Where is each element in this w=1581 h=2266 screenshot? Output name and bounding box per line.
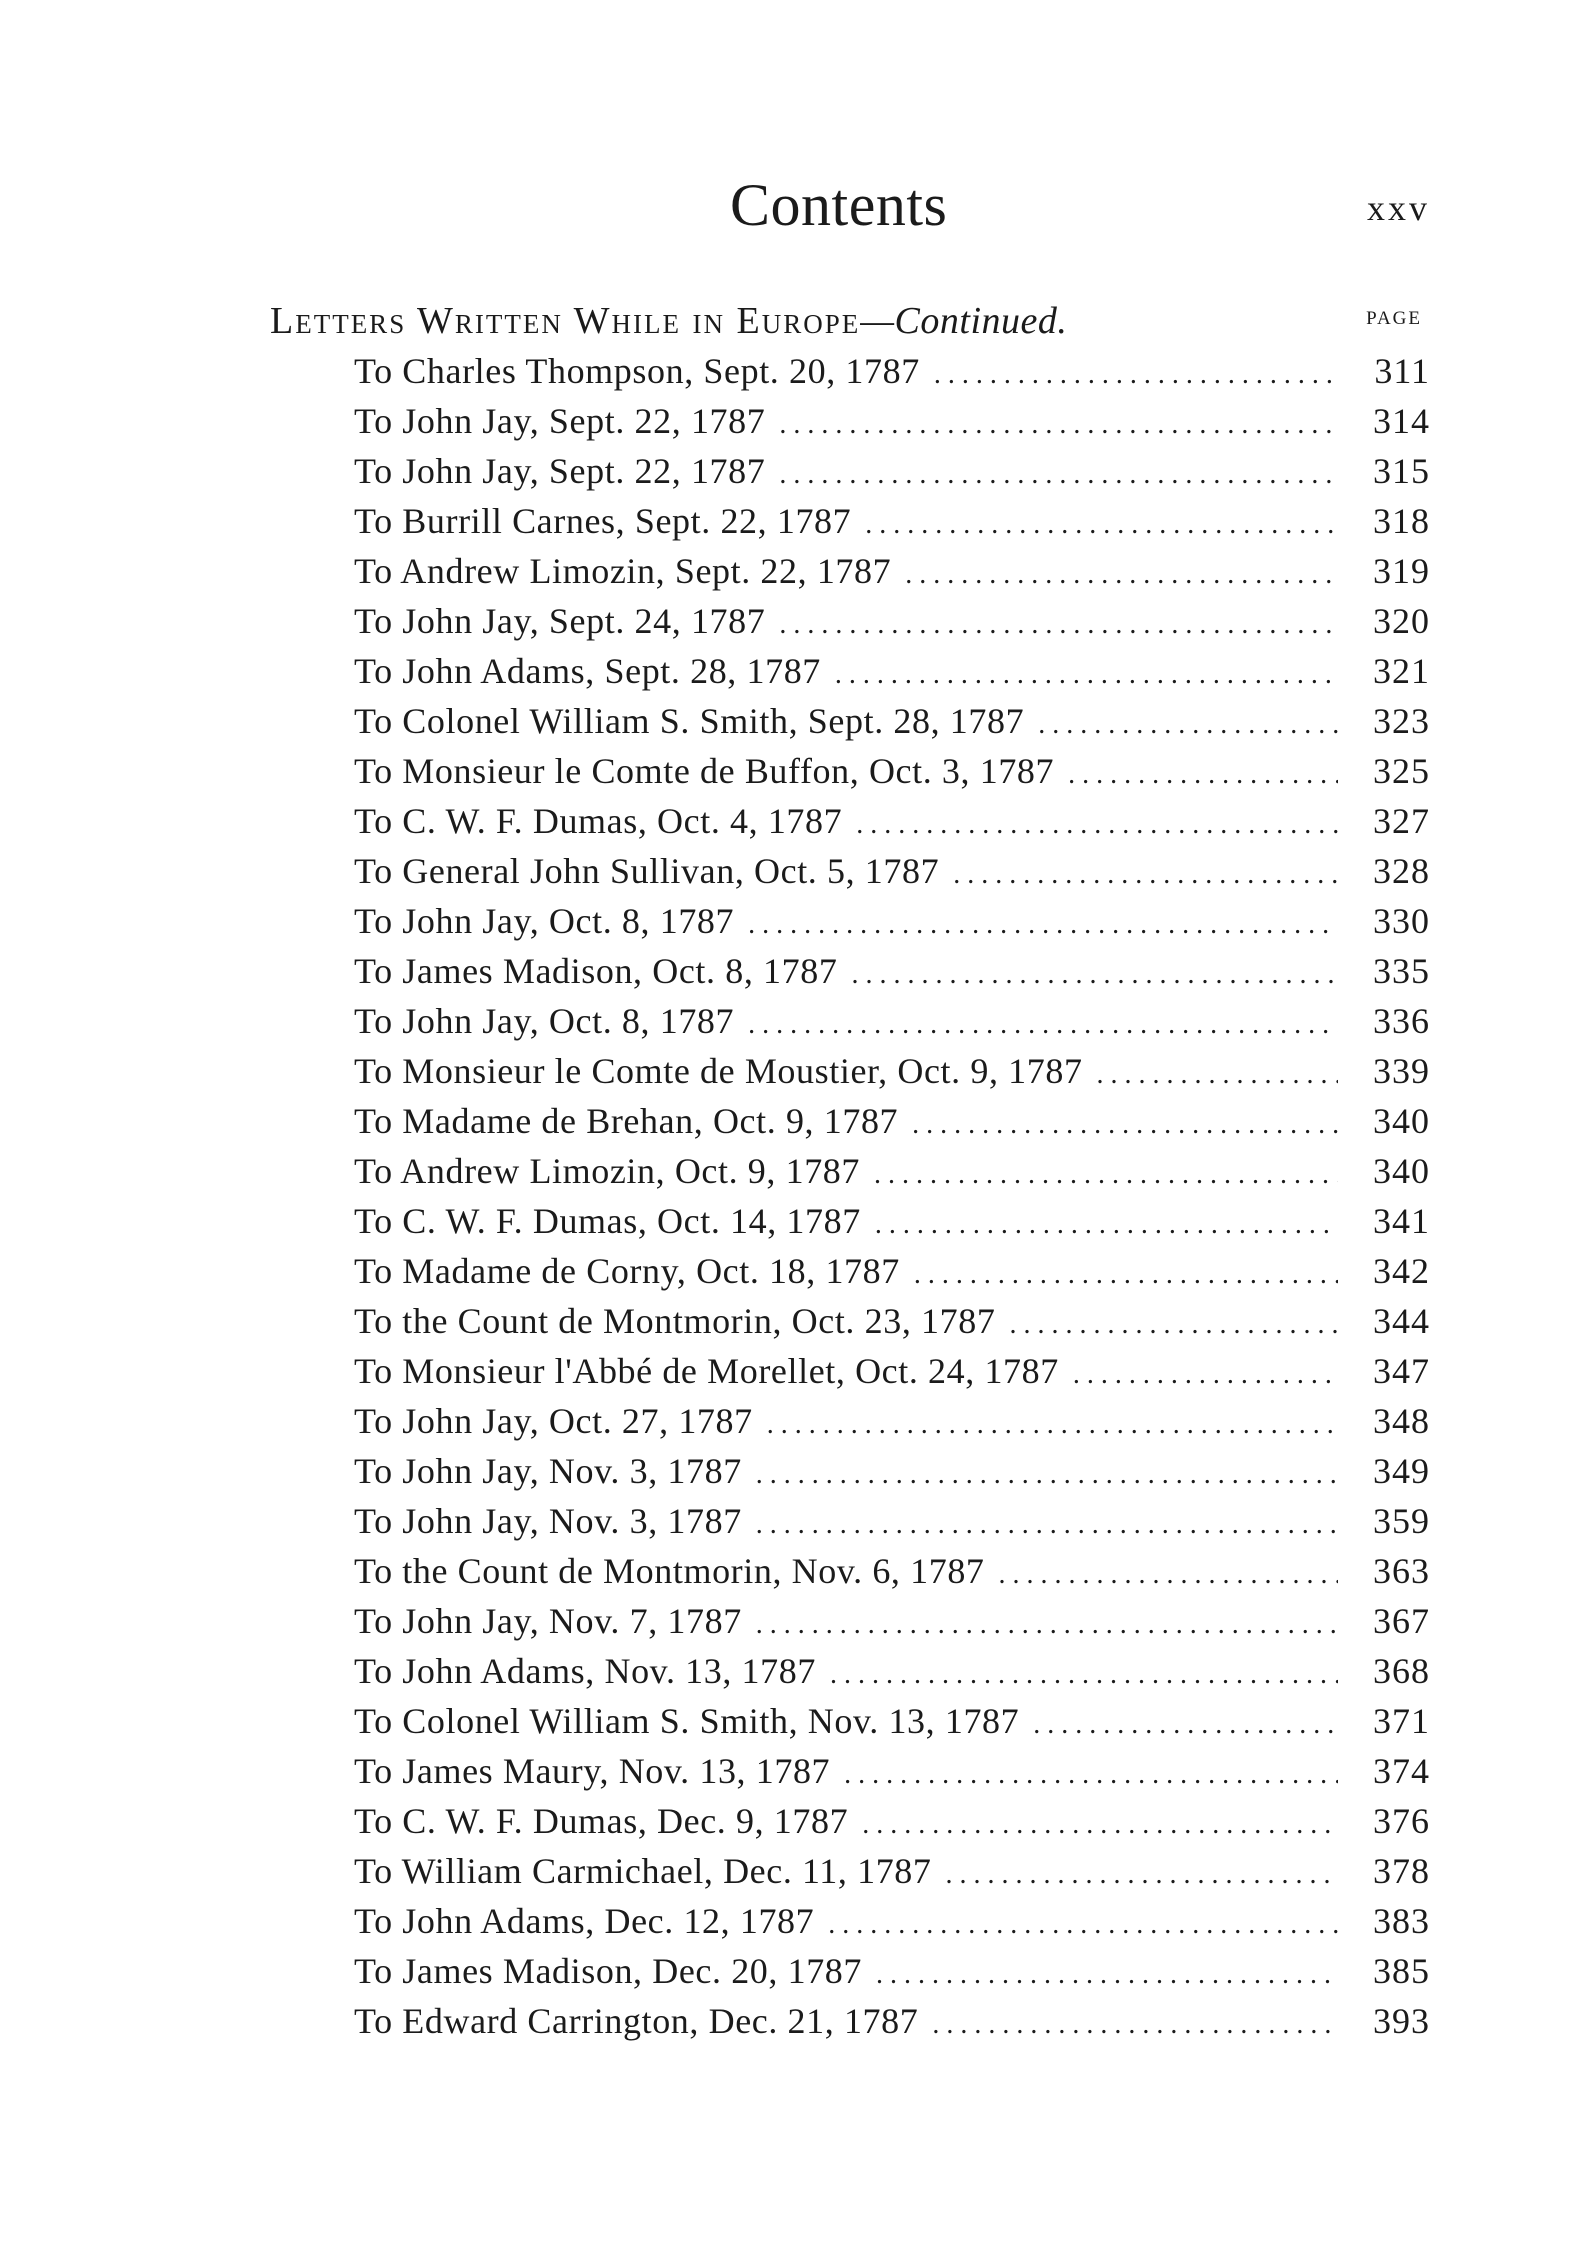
entry-page-number: 367 [1373, 1601, 1430, 1641]
entry-title: To William Carmichael, Dec. 11, 1787 [354, 1851, 932, 1891]
toc-entry [270, 946, 1430, 996]
section-heading [270, 296, 1430, 346]
toc-entry [270, 496, 1430, 546]
toc-entry [270, 1646, 1430, 1696]
toc-entry [270, 1246, 1430, 1296]
entry-title: To Monsieur l'Abbé de Morellet, Oct. 24, 1787 [354, 1351, 1059, 1391]
entry-title: To C. W. F. Dumas, Oct. 14, 1787 [354, 1201, 861, 1241]
dot-leader [779, 596, 1338, 650]
dot-leader [1009, 1296, 1338, 1350]
entry-title: To Edward Carrington, Dec. 21, 1787 [354, 2001, 919, 2041]
toc-entry [270, 1946, 1430, 1996]
entry-title: To John Jay, Sept. 22, 1787 [354, 451, 766, 491]
entry-title: To Madame de Brehan, Oct. 9, 1787 [354, 1101, 899, 1141]
entry-page-number: 385 [1373, 1951, 1430, 1991]
toc-entry [270, 546, 1430, 596]
entry-page-number: 344 [1373, 1301, 1430, 1341]
dot-leader [875, 1196, 1338, 1250]
page-column-label: PAGE [1366, 308, 1422, 329]
entry-page-number: 349 [1373, 1451, 1430, 1491]
toc-entry [270, 1596, 1430, 1646]
toc-entry [270, 1696, 1430, 1746]
toc-entry [270, 1396, 1430, 1446]
entry-page-number: 374 [1373, 1751, 1430, 1791]
toc-entry [270, 1996, 1430, 2046]
entry-title: To John Jay, Oct. 8, 1787 [354, 901, 735, 941]
toc-entry [270, 1196, 1430, 1246]
toc-entry [270, 996, 1430, 1046]
dot-leader [1073, 1346, 1338, 1400]
entry-page-number: 378 [1373, 1851, 1430, 1891]
dot-leader [914, 1246, 1338, 1300]
entry-page-number: 371 [1373, 1701, 1430, 1741]
dot-leader [748, 896, 1338, 950]
toc-entry [270, 1896, 1430, 1946]
page-header [0, 170, 1581, 250]
entry-title: To John Jay, Sept. 22, 1787 [354, 401, 766, 441]
dot-leader [946, 1846, 1339, 1900]
entry-title: To John Jay, Nov. 7, 1787 [354, 1601, 742, 1641]
entry-page-number: 320 [1373, 601, 1430, 641]
dot-leader [748, 996, 1338, 1050]
entry-title: To Andrew Limozin, Oct. 9, 1787 [354, 1151, 861, 1191]
entry-title: To Madame de Corny, Oct. 18, 1787 [354, 1251, 900, 1291]
toc-entry [270, 646, 1430, 696]
entry-page-number: 340 [1373, 1151, 1430, 1191]
entry-title: To John Jay, Nov. 3, 1787 [354, 1451, 742, 1491]
dot-leader [844, 1746, 1338, 1800]
entry-title: To Monsieur le Comte de Moustier, Oct. 9, 1787 [354, 1051, 1083, 1091]
dot-leader [999, 1546, 1338, 1600]
entry-title: To John Adams, Nov. 13, 1787 [354, 1651, 816, 1691]
dot-leader [756, 1496, 1338, 1550]
dot-leader [756, 1596, 1338, 1650]
toc-entry [270, 746, 1430, 796]
entry-page-number: 335 [1373, 951, 1430, 991]
entry-page-number: 315 [1373, 451, 1430, 491]
entry-title: To the Count de Montmorin, Nov. 6, 1787 [354, 1551, 985, 1591]
toc-entry [270, 396, 1430, 446]
running-title: Contents [730, 172, 948, 238]
entry-page-number: 319 [1373, 551, 1430, 591]
entry-title: To John Jay, Oct. 27, 1787 [354, 1401, 753, 1441]
entry-title: To C. W. F. Dumas, Oct. 4, 1787 [354, 801, 843, 841]
dot-leader [1068, 746, 1338, 800]
dot-leader [767, 1396, 1338, 1450]
dot-leader [1033, 1696, 1338, 1750]
entry-title: To Andrew Limozin, Sept. 22, 1787 [354, 551, 892, 591]
toc-entry [270, 1296, 1430, 1346]
dot-leader [779, 446, 1338, 500]
toc-entry [270, 1046, 1430, 1096]
page-number: xxv [1367, 188, 1430, 228]
toc-entry [270, 1846, 1430, 1896]
dot-leader [830, 1646, 1338, 1700]
dot-leader [1038, 696, 1338, 750]
entry-page-number: 328 [1373, 851, 1430, 891]
toc-entry-list [270, 346, 1430, 2046]
entry-title: To John Jay, Oct. 8, 1787 [354, 1001, 735, 1041]
toc-entry [270, 896, 1430, 946]
toc-entry [270, 1096, 1430, 1146]
table-of-contents [270, 296, 1430, 2046]
dot-leader [912, 1096, 1338, 1150]
entry-page-number: 342 [1373, 1251, 1430, 1291]
toc-entry [270, 696, 1430, 746]
entry-page-number: 339 [1373, 1051, 1430, 1091]
dot-leader [835, 646, 1338, 700]
toc-entry [270, 446, 1430, 496]
dot-leader [874, 1146, 1338, 1200]
dot-leader [1097, 1046, 1338, 1100]
entry-page-number: 340 [1373, 1101, 1430, 1141]
section-title [270, 296, 1067, 346]
dot-leader [932, 1996, 1338, 2050]
toc-entry [270, 1496, 1430, 1546]
entry-page-number: 341 [1373, 1201, 1430, 1241]
entry-page-number: 348 [1373, 1401, 1430, 1441]
toc-entry [270, 1796, 1430, 1846]
entry-page-number: 347 [1373, 1351, 1430, 1391]
entry-page-number: 321 [1373, 651, 1430, 691]
dot-leader [828, 1896, 1338, 1950]
entry-page-number: 311 [1374, 351, 1430, 391]
dot-leader [934, 346, 1338, 400]
entry-title: To John Jay, Sept. 24, 1787 [354, 601, 766, 641]
dot-leader [756, 1446, 1338, 1500]
entry-page-number: 314 [1373, 401, 1430, 441]
dot-leader [851, 946, 1338, 1000]
entry-page-number: 330 [1373, 901, 1430, 941]
entry-title: To Colonel William S. Smith, Sept. 28, 1787 [354, 701, 1025, 741]
entry-title: To Monsieur le Comte de Buffon, Oct. 3, 1787 [354, 751, 1055, 791]
entry-title: To the Count de Montmorin, Oct. 23, 1787 [354, 1301, 996, 1341]
toc-entry [270, 346, 1430, 396]
dot-leader [865, 496, 1338, 550]
toc-entry [270, 1346, 1430, 1396]
section-title-text: Letters Written While in Europe [270, 300, 861, 342]
entry-title: To John Jay, Nov. 3, 1787 [354, 1501, 742, 1541]
dot-leader [905, 546, 1338, 600]
entry-page-number: 376 [1373, 1801, 1430, 1841]
entry-page-number: 327 [1373, 801, 1430, 841]
entry-title: To James Madison, Oct. 8, 1787 [354, 951, 838, 991]
toc-entry [270, 1546, 1430, 1596]
dot-leader [876, 1946, 1338, 2000]
toc-entry [270, 1446, 1430, 1496]
toc-entry [270, 796, 1430, 846]
entry-title: To John Adams, Sept. 28, 1787 [354, 651, 821, 691]
entry-page-number: 318 [1373, 501, 1430, 541]
dot-leader [856, 796, 1338, 850]
section-continued: —Continued. [860, 300, 1068, 342]
toc-entry [270, 1746, 1430, 1796]
entry-title: To General John Sullivan, Oct. 5, 1787 [354, 851, 940, 891]
toc-entry [270, 1146, 1430, 1196]
entry-title: To Charles Thompson, Sept. 20, 1787 [354, 351, 920, 391]
dot-leader [862, 1796, 1338, 1850]
entry-title: To Colonel William S. Smith, Nov. 13, 1787 [354, 1701, 1020, 1741]
entry-title: To John Adams, Dec. 12, 1787 [354, 1901, 815, 1941]
entry-page-number: 368 [1373, 1651, 1430, 1691]
dot-leader [779, 396, 1338, 450]
entry-page-number: 325 [1373, 751, 1430, 791]
toc-entry [270, 596, 1430, 646]
entry-title: To James Maury, Nov. 13, 1787 [354, 1751, 831, 1791]
entry-page-number: 363 [1373, 1551, 1430, 1591]
entry-page-number: 359 [1373, 1501, 1430, 1541]
entry-title: To C. W. F. Dumas, Dec. 9, 1787 [354, 1801, 849, 1841]
dot-leader [953, 846, 1338, 900]
entry-page-number: 323 [1373, 701, 1430, 741]
entry-page-number: 336 [1373, 1001, 1430, 1041]
entry-title: To Burrill Carnes, Sept. 22, 1787 [354, 501, 852, 541]
entry-title: To James Madison, Dec. 20, 1787 [354, 1951, 863, 1991]
toc-entry [270, 846, 1430, 896]
entry-page-number: 393 [1373, 2001, 1430, 2041]
entry-page-number: 383 [1373, 1901, 1430, 1941]
